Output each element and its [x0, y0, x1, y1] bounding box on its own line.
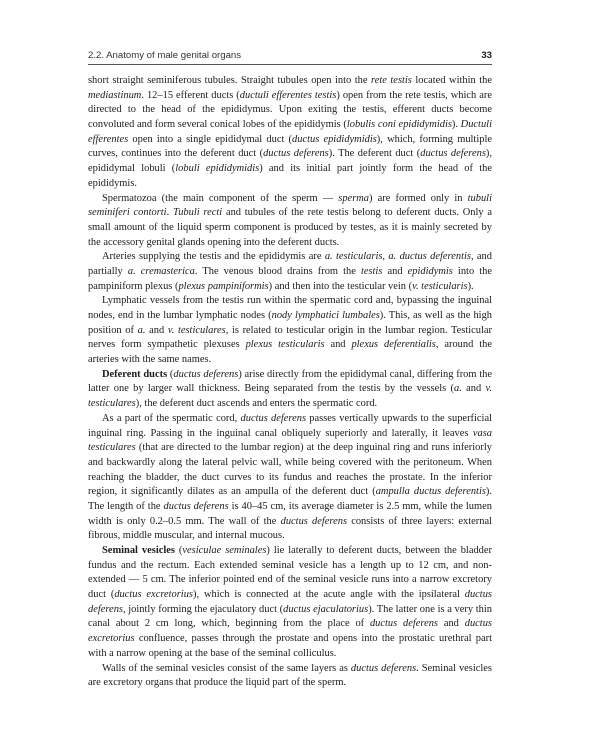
latin-term: Ductuli efferentes [88, 119, 492, 145]
latin-term: plexus pampiniformis [178, 280, 269, 292]
text-run: ), epididymal lobuli ( [88, 148, 492, 175]
text-run: Arteries supplying the testis and the epididymis are [102, 251, 325, 263]
latin-term: rete testis [371, 75, 412, 86]
paragraph [88, 412, 492, 544]
text-run: , around the arteries with the same names. [88, 339, 492, 366]
text-run: short straight seminiferous tubules. Straight tubules open into the [88, 75, 372, 86]
text-run: and [461, 383, 486, 395]
text-run: , is related to testicular origin in the lumbar region. Testicular nerves form sympathetic plexuses [88, 324, 492, 351]
text-run: ) open from the rete testis, which are directed to the head of the epididymus. Upon exiting the testis, efferent ducts become convoluted and form several conical lobes of the epididymis ( [88, 89, 492, 131]
paragraph [88, 192, 492, 251]
text-run: ). The length of the [88, 486, 493, 512]
text-run: Lymphatic vessels from the testis run within the spermatic cord and, bypassing the inguinal nodes, end in the lumbar lymphatic nodes ( [88, 295, 492, 321]
text-run: . The venous blood drains from the [194, 265, 361, 277]
latin-term: Tubuli recti [172, 207, 223, 219]
text-run: , and partially [88, 251, 492, 277]
paragraph [88, 74, 492, 192]
text-run: ). [467, 280, 474, 292]
latin-term: a. [454, 383, 462, 395]
page-number: 33 [481, 50, 492, 61]
text-run: ) lie laterally to deferent ducts, between the bladder fundus and the rectum. Each extended seminal vesicle has a length up to 12 cm, and non-extended — 5 cm. The inferior pointed end of the seminal vesicle runs into a narrow excretory duct ( [88, 545, 492, 601]
latin-term: ductus deferens [88, 589, 492, 615]
latin-term: a. cremasterica [127, 265, 195, 277]
latin-term: ductus epididymidis [292, 133, 377, 145]
latin-term: mediastinum [88, 89, 142, 101]
text-run: ) are formed only in [369, 192, 468, 204]
bold-term: Deferent ducts [102, 368, 168, 380]
text-run: ). This, as well as the high position of [88, 310, 493, 336]
text-run: , [382, 251, 389, 263]
latin-term: vasa testiculares [88, 427, 492, 454]
latin-term: a. ductus deferentis [388, 251, 471, 263]
latin-term: ductus excretorius [88, 618, 492, 645]
latin-term: nody lymphatici lumbales [271, 310, 380, 321]
latin-term: ductus deferens [240, 412, 307, 424]
text-run: is 40–45 cm, its average diameter is 2.5 mm, while the lumen width is only 0.2–0.5 mm. The wall of the [88, 500, 492, 527]
latin-term: tubuli seminiferi contorti [88, 192, 492, 219]
latin-term: ductus deferens [263, 148, 329, 160]
section-title: 2.2. Anatomy of male genital organs [88, 50, 242, 61]
latin-term: ductus deferens [369, 618, 438, 630]
paragraph [88, 544, 492, 662]
text-run: confluence, passes through the prostate and opens into the prostatic urethral part with a narrow opening at the base of the seminal colliculus. [88, 633, 492, 659]
text-run: into the pampiniform plexus ( [88, 265, 492, 292]
latin-term: testis [360, 265, 383, 277]
latin-term: sperma [338, 192, 370, 204]
latin-term: ductus deferens [163, 500, 229, 512]
book-page [88, 50, 492, 691]
latin-term: lobulis coni epididymidis [346, 119, 452, 131]
latin-term: a. testicularis [324, 251, 383, 263]
text-run: and [438, 618, 465, 630]
latin-term: ductus excretorius [114, 589, 193, 601]
latin-term: lobuli epididymidis [175, 163, 260, 175]
text-run: (that are directed to the lumbar region) at the deep inguinal ring and runs inferiorly and backwardly along the lateral pelvic wall, while being covered with the peritoneum. When reaching the bladder, the duct curves to its fundus and reaches the prostate. In the inferior region, it significantly dilates as an ampulla of the deferent duct ( [88, 442, 492, 498]
paragraph [88, 662, 492, 691]
text-run: located within the [411, 75, 493, 86]
latin-term: ductus deferens [350, 662, 417, 674]
text-run: ) and then into the testicular vein ( [268, 280, 413, 292]
text-run: ), which is connected at the acute angle with the ipsilateral [193, 589, 465, 601]
latin-term: ductus deferens [420, 148, 486, 160]
text-run: passes vertically upwards to the superficial inguinal ring. Passing in the inguinal canal obliquely superiorly and laterally, it leaves [88, 412, 492, 439]
latin-term: vesiculae seminales [182, 545, 267, 556]
text-run: consists of three layers: external fibrous, middle muscular, and internal mucous. [88, 515, 492, 542]
latin-term: ampulla ductus deferentis [375, 486, 486, 498]
latin-term: plexus deferentialis [351, 339, 436, 351]
latin-term: ductuli efferentes testis [239, 89, 337, 101]
running-header [88, 50, 492, 65]
paragraph [88, 250, 492, 294]
body-text [88, 74, 492, 691]
latin-term: v. testiculares [88, 383, 492, 410]
text-run: As a part of the spermatic cord, [102, 412, 241, 424]
text-run: ( [174, 545, 183, 556]
text-run: ). The deferent duct ( [328, 148, 421, 160]
paragraph [88, 294, 492, 367]
latin-term: a. [137, 324, 146, 336]
paragraph [88, 368, 492, 412]
text-run: and [145, 324, 168, 336]
text-run: . [166, 207, 173, 219]
latin-term: plexus testicularis [245, 339, 325, 351]
latin-term: ductus deferens [280, 515, 348, 527]
text-run: Walls of the seminal vesicles consist of the same layers as [102, 662, 351, 674]
text-run: ), the deferent duct ascends and enters the spermatic cord. [135, 398, 378, 410]
text-run: , jointly forming the ejaculatory duct ( [122, 603, 284, 615]
text-run: ). [451, 119, 461, 131]
text-run: . Seminal vesicles are excretory organs that produce the liquid part of the sperm. [88, 662, 492, 689]
text-run: ) arise directly from the epididymal canal, differing from the latter one by larger wall thickness. Being separated from the testis by the vessels ( [88, 368, 492, 395]
text-run: open into a single epididymal duct ( [128, 133, 293, 145]
text-run: ( [167, 368, 174, 380]
text-run: and tubules of the rete testis belong to deferent ducts. Only a small amount of the liquid sperm component is produced by testes, as it is mainly secreted by the accessory genital glands opening into the deferent ducts. [88, 207, 493, 248]
text-run: ), which, forming multiple curves, continues into the deferent duct ( [88, 133, 492, 160]
latin-term: epididymis [407, 265, 453, 277]
bold-term: Seminal vesicles [102, 545, 175, 556]
latin-term: ductus deferens [173, 368, 239, 380]
text-run: . 12–15 efferent ducts ( [141, 89, 240, 101]
latin-term: v. testiculares [167, 324, 226, 336]
text-run: ). The latter one is a very thin canal about 2 cm long, which, beginning from the place of [88, 603, 492, 630]
latin-term: ductus ejaculatorius [283, 603, 369, 615]
text-run: ) and its initial part jointly form the head of the epididymis. [88, 163, 492, 189]
text-run: Spermatozoa (the main component of the sperm — [102, 192, 339, 204]
latin-term: v. testicularis [412, 280, 468, 292]
text-run: and [324, 339, 352, 351]
text-run: and [382, 265, 408, 277]
